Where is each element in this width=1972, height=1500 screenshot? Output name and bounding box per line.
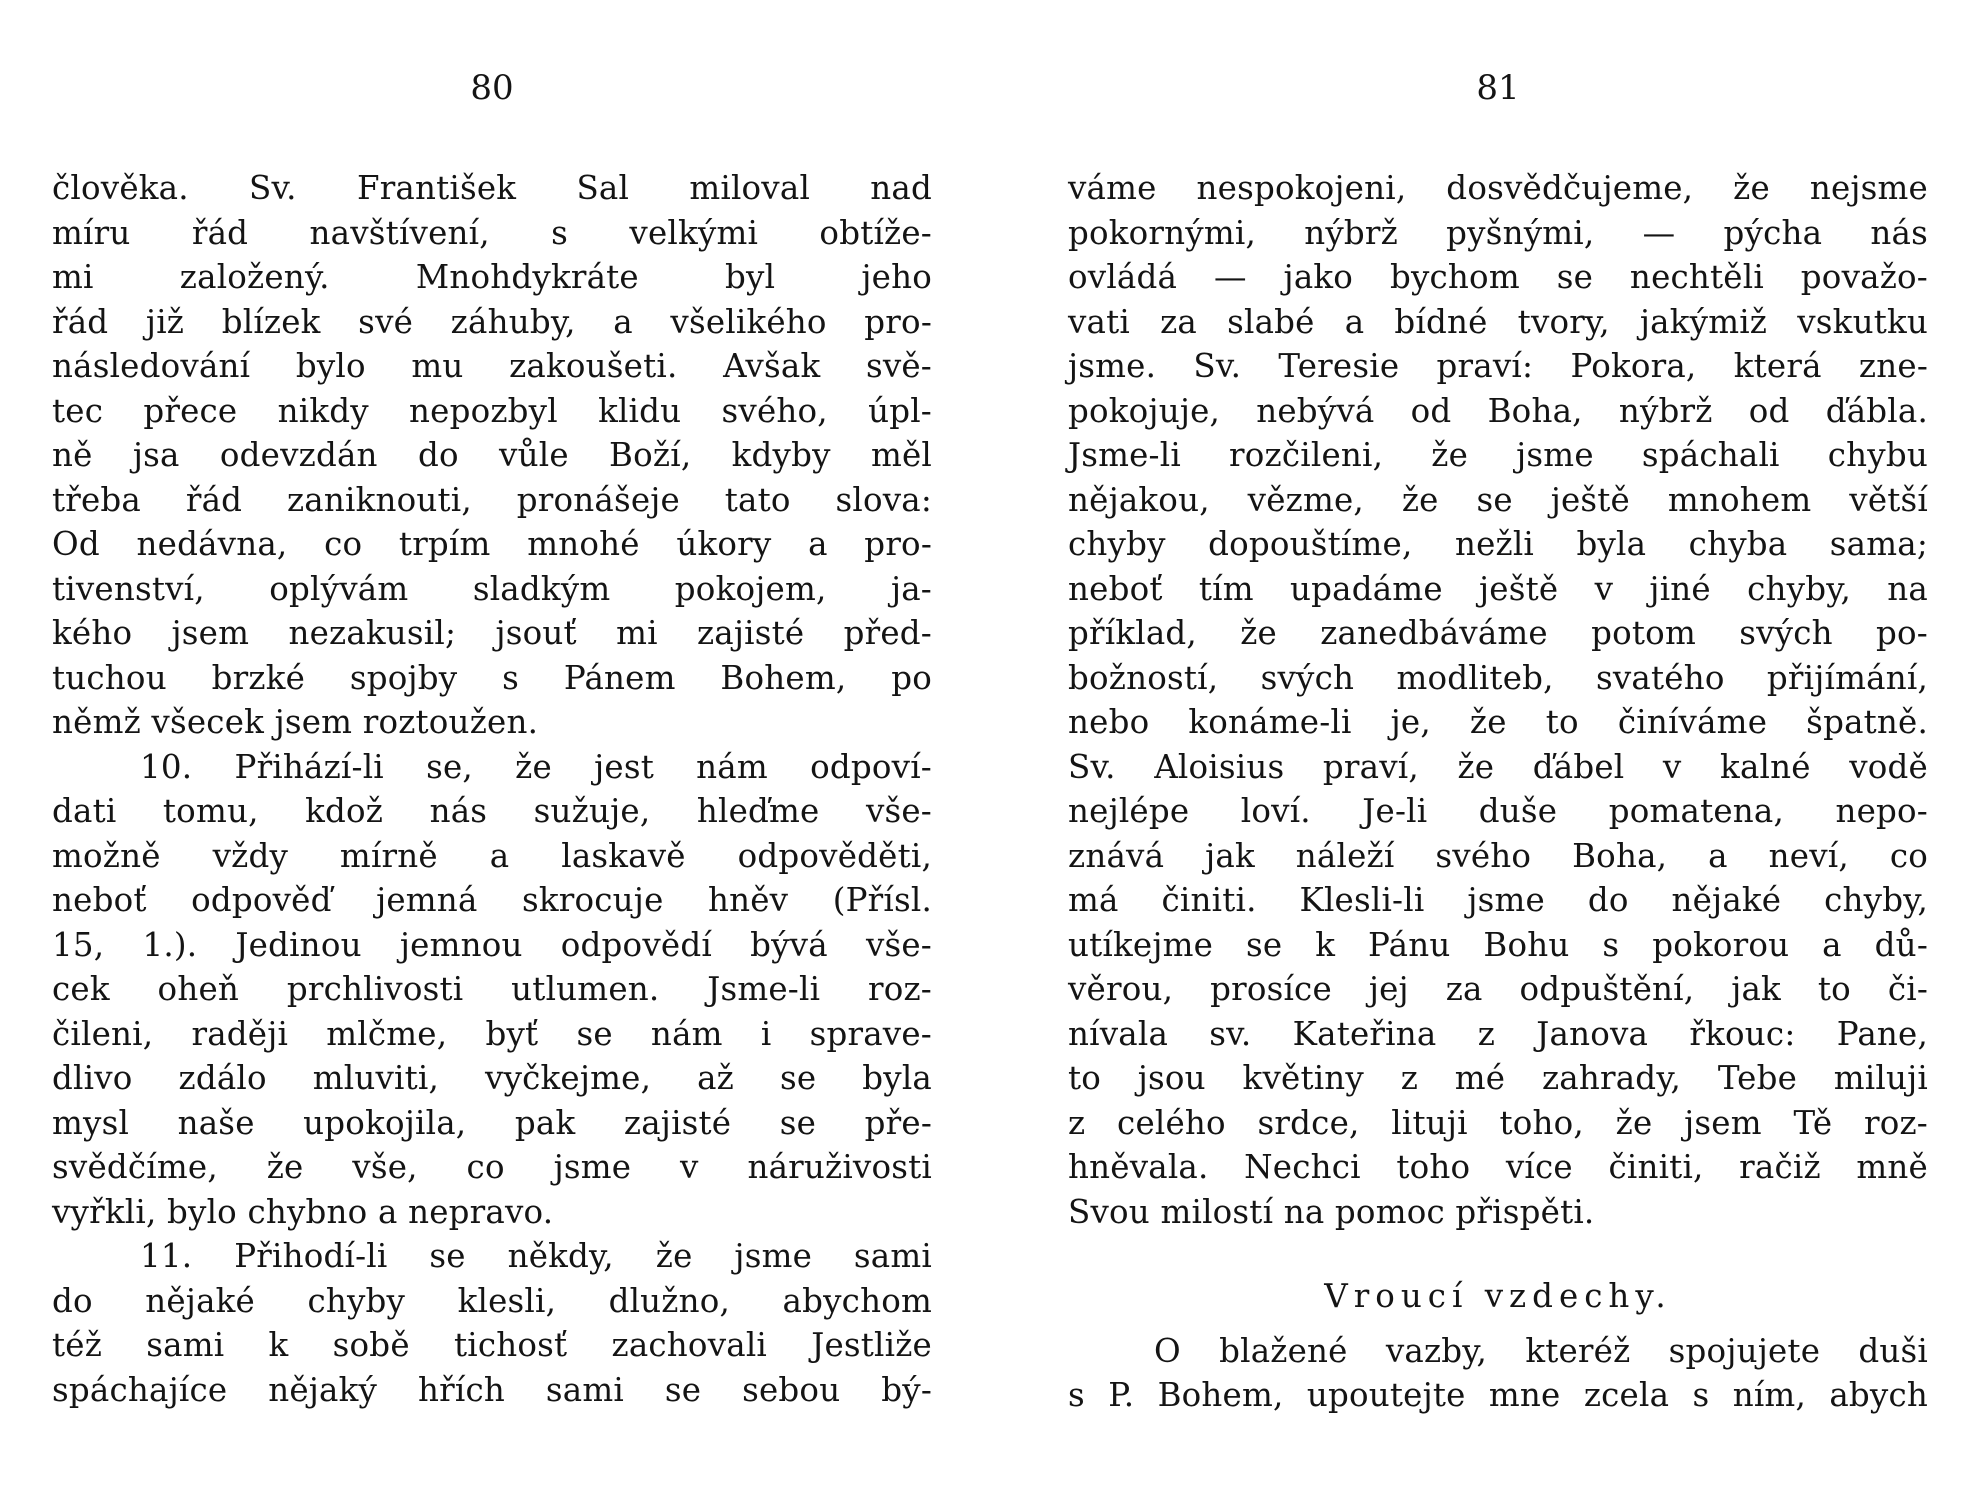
text-line: má činiti. Klesli-li jsme do nějaké chyby, (1068, 881, 1928, 919)
text-line: pokornými, nýbrž pyšnými, — pýcha nás (1068, 213, 1928, 252)
text-line: hněvala. Nechci toho více činiti, račiž mně (1068, 1148, 1928, 1186)
text-line: božností, svých modliteb, svatého přijímání, (1068, 658, 1928, 697)
text-line: chyby dopouštíme, nežli byla chyba sama; (1068, 525, 1928, 563)
text-line: příklad, že zanedbáváme potom svých po- (1068, 614, 1928, 652)
page-body (52, 166, 932, 1412)
text-line: jsme. Sv. Teresie praví: Pokora, která zne- (1068, 347, 1928, 385)
text-line: Od nedávna, co trpím mnohé úkory a pro- (52, 525, 932, 563)
text-line: tec přece nikdy nepozbyl klidu svého, úpl- (52, 391, 932, 430)
text-line: kého jsem nezakusil; jsouť mi zajisté před- (52, 614, 932, 652)
text-line: znává jak náleží svého Boha, a neví, co (1068, 836, 1928, 875)
paragraph-start-line: O blažené vazby, kteréž spojujete duši (1154, 1331, 1928, 1370)
text-line: to jsou květiny z mé zahrady, Tebe miluji (1068, 1059, 1928, 1097)
text-line: tuchou brzké spojby s Pánem Bohem, po (52, 658, 932, 697)
text-line: ně jsa odevzdán do vůle Boží, kdyby měl (52, 436, 932, 474)
text-line: s P. Bohem, upoutejte mne zcela s ním, abych (1068, 1376, 1928, 1414)
text-line: možně vždy mírně a laskavě odpověděti, (52, 836, 932, 875)
text-line: do nějaké chyby klesli, dlužno, abychom (52, 1281, 932, 1320)
text-line: nívala sv. Kateřina z Janova řkouc: Pane, (1068, 1014, 1928, 1053)
text-line: neboť tím upadáme ještě v jiné chyby, na (1068, 569, 1928, 608)
text-line: spáchajíce nějaký hřích sami se sebou bý- (52, 1370, 932, 1409)
paragraph-start-line: 10. Přihází-li se, že jest nám odpoví- (140, 747, 932, 786)
text-line: dati tomu, kdož nás sužuje, hleďme vše- (52, 792, 932, 830)
text-line: řád již blízek své záhuby, a všelikého pro- (52, 302, 932, 341)
text-line: následování bylo mu zakoušeti. Avšak svě- (52, 347, 932, 385)
text-line: dlivo zdálo mluviti, vyčkejme, až se byla (52, 1059, 932, 1097)
text-line: Jsme-li rozčileni, že jsme spáchali chybu (1068, 436, 1928, 474)
text-line: tivenství, oplývám sladkým pokojem, ja- (52, 569, 932, 608)
text-line: míru řád navštívení, s velkými obtíže- (52, 213, 932, 252)
text-line: Svou milostí na pomoc přispěti. (1068, 1192, 1595, 1231)
page-number: 81 (1476, 68, 1520, 108)
text-line: němž všecek jsem roztoužen. (52, 703, 539, 741)
page-number: 80 (470, 68, 514, 108)
text-line: člověka. Sv. František Sal miloval nad (52, 169, 932, 207)
text-line: neboť odpověď jemná skrocuje hněv (Přísl. (52, 881, 932, 919)
left-page (52, 0, 932, 1500)
text-line: pokojuje, nebývá od Boha, nýbrž od ďábla. (1068, 391, 1928, 430)
text-line: váme nespokojeni, dosvědčujeme, že nejsme (1068, 169, 1928, 207)
text-line: svědčíme, že vše, co jsme v náruživosti (52, 1148, 932, 1186)
right-page (1068, 0, 1928, 1500)
text-line: vati za slabé a bídné tvory, jakýmiž vskutku (1068, 302, 1928, 341)
text-line: třeba řád zaniknouti, pronášeje tato slova: (52, 480, 932, 519)
text-line: 15, 1.). Jedinou jemnou odpovědí bývá vše- (52, 925, 932, 964)
paragraph-start-line: 11. Přihodí-li se někdy, že jsme sami (140, 1237, 932, 1275)
text-line: cek oheň prchlivosti utlumen. Jsme-li roz- (52, 970, 932, 1008)
text-line: mysl naše upokojila, pak zajisté se pře- (52, 1103, 932, 1142)
text-line: nebo konáme-li je, že to činíváme špatně. (1068, 703, 1928, 741)
text-line: též sami k sobě tichosť zachovali Jestliže (52, 1326, 932, 1364)
page-body (1068, 166, 1928, 1418)
prayer-paragraph (1068, 1329, 1928, 1418)
text-line: vyřkli, bylo chybno a nepravo. (52, 1192, 554, 1231)
text-line: utíkejme se k Pánu Bohu s pokorou a dů- (1068, 925, 1928, 964)
text-line: věrou, prosíce jej za odpuštění, jak to či- (1068, 970, 1928, 1008)
text-line: čileni, raději mlčme, byť se nám i sprave- (52, 1014, 932, 1053)
text-line: Sv. Aloisius praví, že ďábel v kalné vodě (1068, 747, 1928, 786)
text-line: nejlépe loví. Je-li duše pomatena, nepo- (1068, 792, 1928, 830)
section-heading: Vroucí vzdechy. (1324, 1277, 1672, 1315)
text-line: nějakou, vězme, že se ještě mnohem větší (1068, 480, 1928, 519)
text-line: mi založený. Mnohdykráte byl jeho (52, 258, 932, 296)
text-line: ovládá — jako bychom se nechtěli považo- (1068, 258, 1928, 296)
text-line: z celého srdce, lituji toho, že jsem Tě roz- (1068, 1103, 1928, 1142)
